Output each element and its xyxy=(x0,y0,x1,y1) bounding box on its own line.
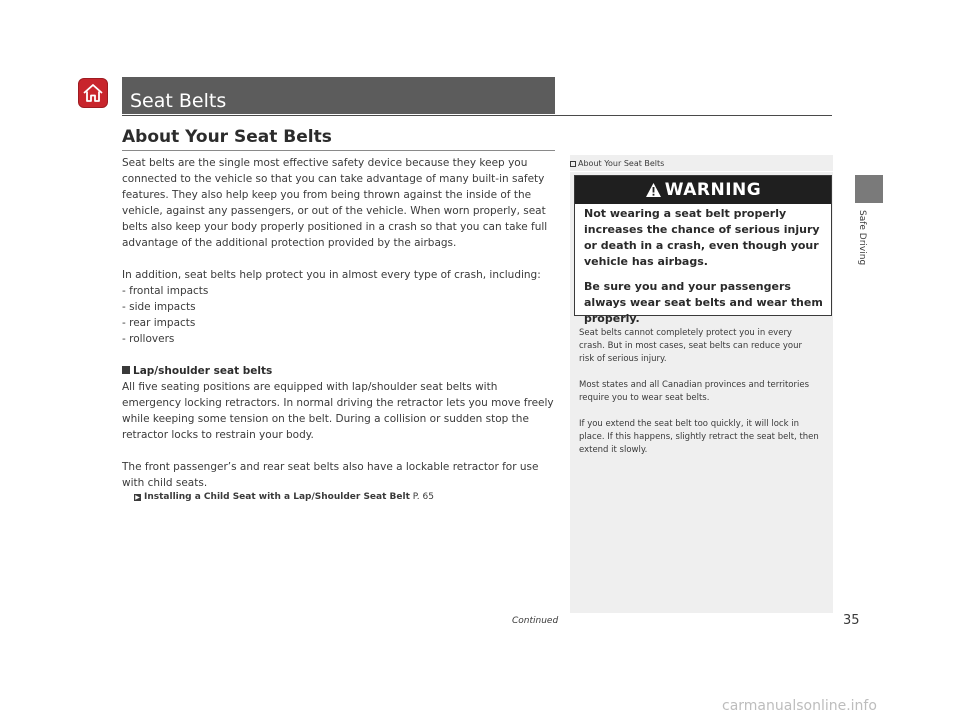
list-item: - rollovers xyxy=(122,333,175,345)
chapter-tab-label: Safe Driving xyxy=(857,210,867,266)
reference-page: P. 65 xyxy=(412,492,434,502)
warning-icon xyxy=(645,182,662,198)
child-seat-paragraph: The front passenger’s and rear seat belts also have a lockable retractor for use with child seats. xyxy=(122,461,539,489)
home-icon xyxy=(82,83,104,103)
subheading xyxy=(122,363,554,379)
square-bullet-icon xyxy=(122,366,130,374)
page-number: 35 xyxy=(843,613,860,628)
child-seat-link[interactable]: Installing a Child Seat with a Lap/Shoulder Seat Belt xyxy=(144,492,410,502)
warning-body xyxy=(584,206,824,327)
warning-title: WARNING xyxy=(664,180,762,200)
side-notes xyxy=(579,327,819,470)
page-title-text: Seat Belts xyxy=(130,90,227,112)
cross-reference xyxy=(122,491,554,504)
section-title: About Your Seat Belts xyxy=(122,127,332,147)
main-body xyxy=(122,155,554,504)
list-item: - rear impacts xyxy=(122,317,196,329)
title-divider xyxy=(122,115,832,116)
warning-text: Be sure you and your passengers always wear seat belts and wear them properly. xyxy=(584,280,823,325)
sidebar-notes xyxy=(570,155,833,613)
page-title xyxy=(122,77,555,114)
note-text: If you extend the seat belt too quickly, it will lock in place. If this happens, slightly retract the seat belt, then extend it slowly. xyxy=(579,419,819,455)
note-marker-icon xyxy=(570,161,576,167)
warning-text: Not wearing a seat belt properly increases the chance of serious injury or death in a crash, even though your vehicle has airbags. xyxy=(584,207,820,268)
sidebar-divider xyxy=(570,171,833,172)
sidebar-head-text: About Your Seat Belts xyxy=(578,159,665,168)
note-text: Most states and all Canadian provinces and territories require you to wear seat belts. xyxy=(579,380,810,403)
watermark: carmanualsonline.info xyxy=(722,698,877,714)
section-divider xyxy=(122,150,555,151)
crash-types-paragraph: In addition, seat belts help protect you in almost every type of crash, including: xyxy=(122,269,541,281)
home-button[interactable] xyxy=(78,78,108,108)
continued-label: Continued xyxy=(512,616,559,626)
list-item: - frontal impacts xyxy=(122,285,209,297)
subheading-text: Lap/shoulder seat belts xyxy=(133,365,273,377)
warning-box xyxy=(574,175,832,325)
reference-arrow-icon: ▶ xyxy=(135,494,140,501)
note-text: Seat belts cannot completely protect you in every crash. But in most cases, seat belts can reduce your risk of serious injury. xyxy=(579,328,802,364)
sidebar-head xyxy=(570,158,833,170)
retractor-paragraph: All five seating positions are equipped with lap/shoulder seat belts with emergency locking retractors. In normal driving the retractor lets you move freely while keeping some tension on the belt. During a collision or sudden stop the retractor locks to restrain your body. xyxy=(122,381,554,441)
warning-banner xyxy=(575,176,831,204)
intro-paragraph: Seat belts are the single most effective safety device because they keep you connected to the vehicle so that you can take advantage of many built-in safety features. They also help keep you from being thrown against the inside of the vehicle, against any passengers, or out of the vehicle. When worn properly, seat belts also keep your body properly positioned in a crash so that you can take full advantage of the additional protection provided by the airbags. xyxy=(122,157,548,249)
list-item: - side impacts xyxy=(122,301,196,313)
chapter-tab[interactable] xyxy=(855,175,883,203)
